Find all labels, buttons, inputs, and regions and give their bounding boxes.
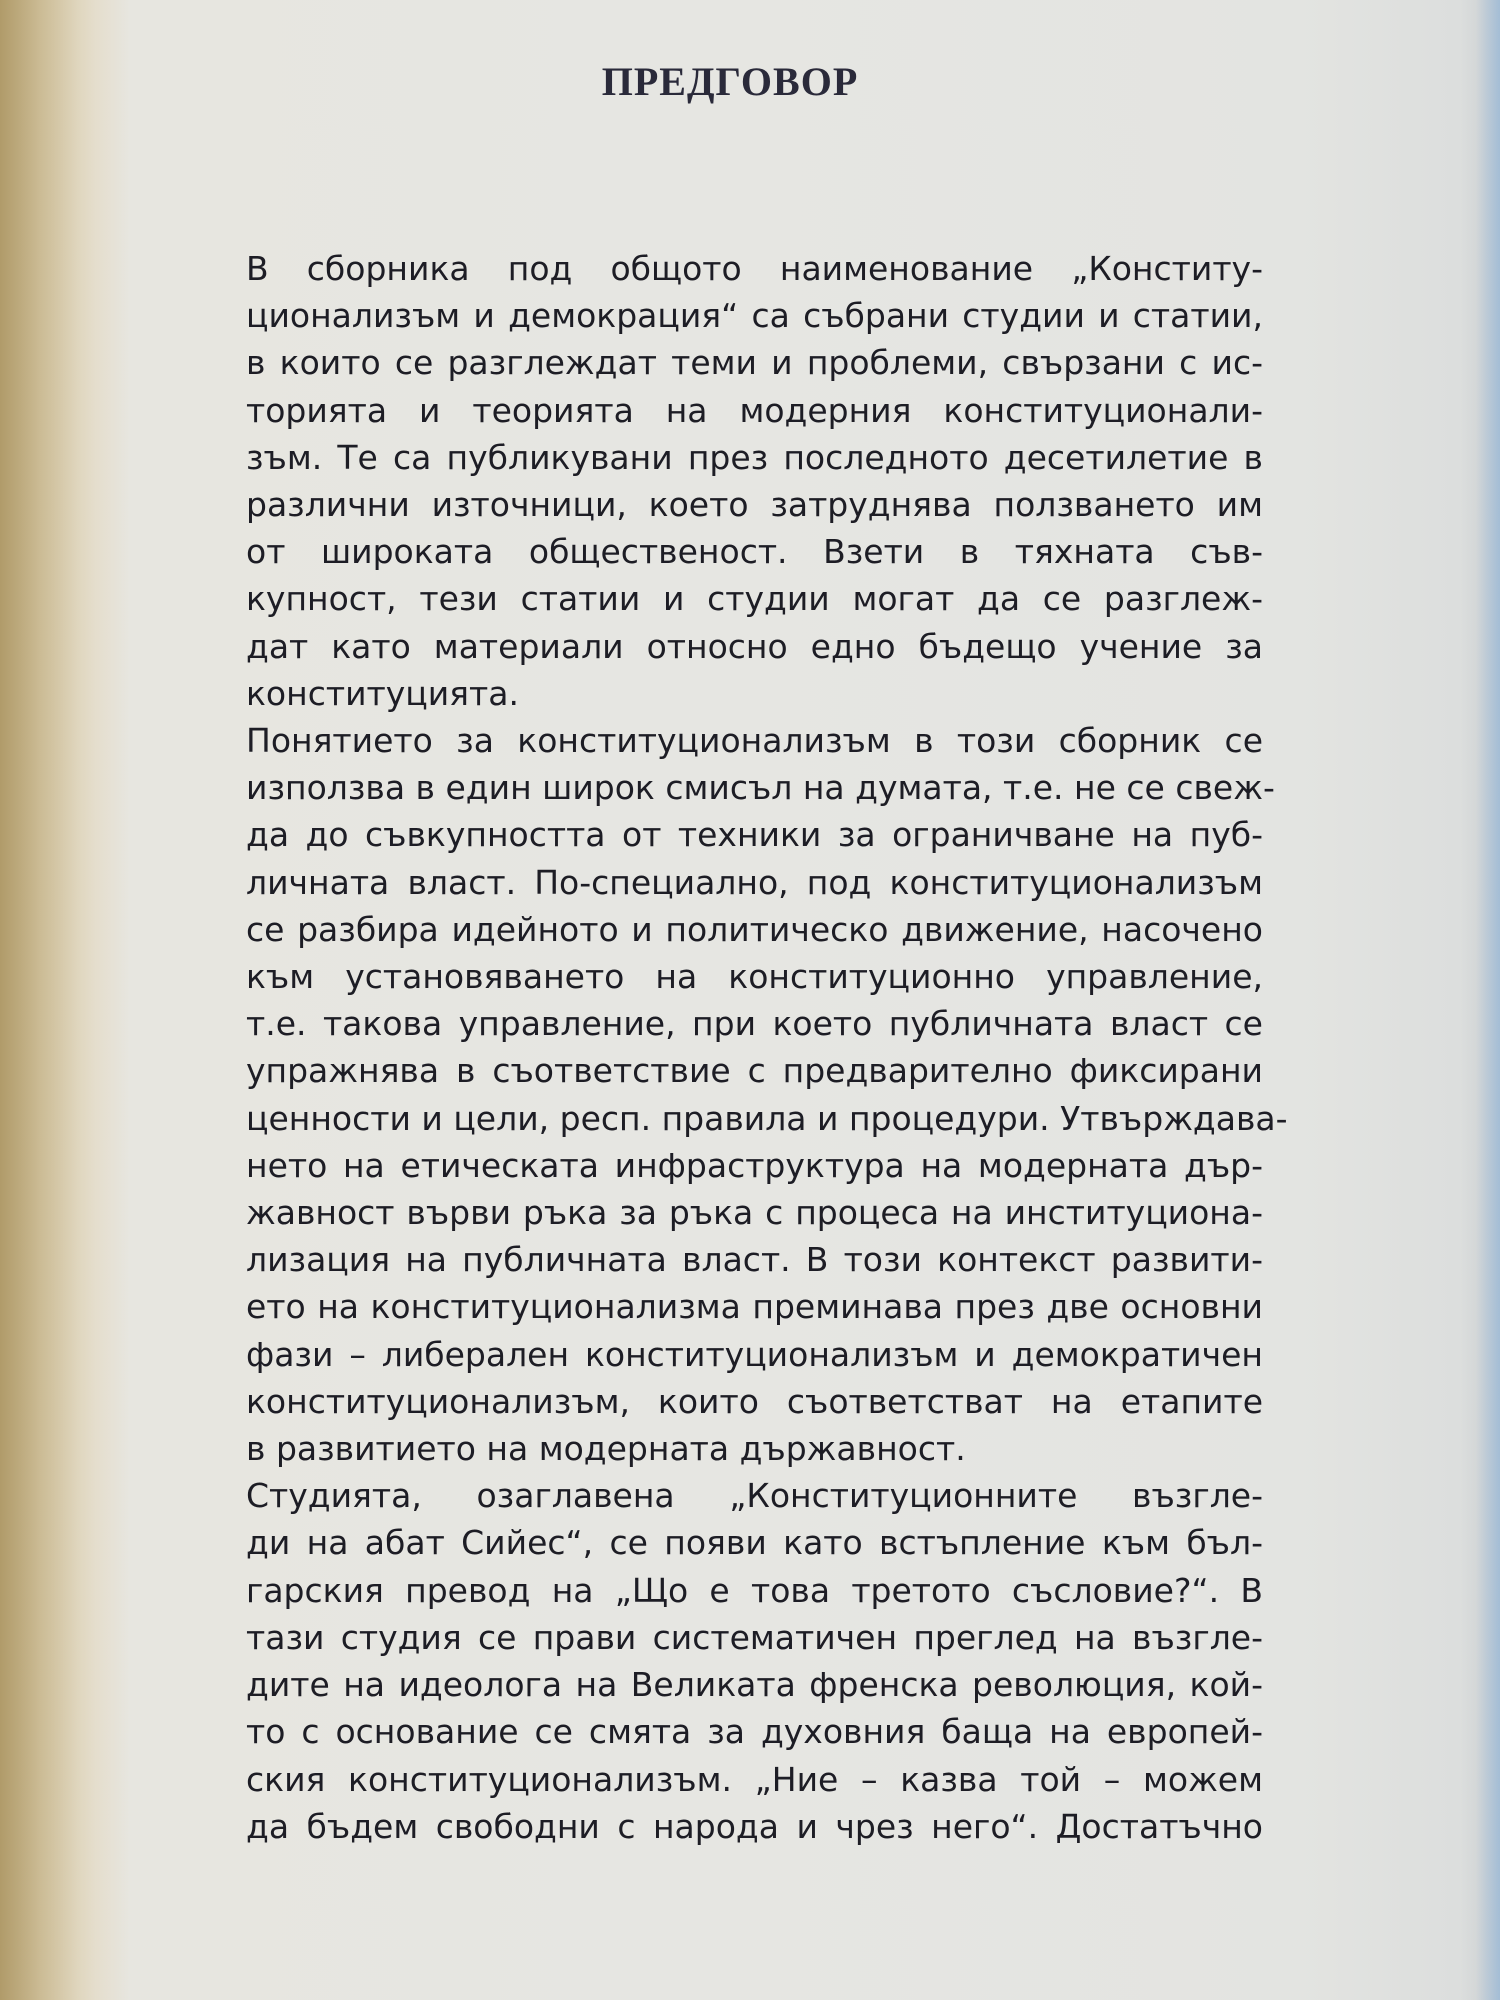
text-line: да до съвкупността от техники за ограничване на пуб- [246,815,1263,855]
text-line: нето на етическата инфраструктура на модерната дър- [246,1145,1263,1185]
text-line: ционализъм и демокрация“ са събрани студии и статии, [246,296,1263,336]
text-line: конституцията. [246,673,519,713]
text-line: ди на абат Сийес“, се появи като встъпление към бъл- [246,1523,1263,1563]
text-line: използва в един широк смисъл на думата, т.е. не се свеж- [246,768,1275,808]
text-line: да бъдем свободни с народа и чрез него“. Достатъчно [246,1806,1263,1846]
text-line: лизация на публичната власт. В този контекст развити- [246,1240,1263,1280]
text-line: ценности и цели, респ. правила и процедури. Утвърждава- [246,1098,1288,1138]
text-line: В сборника под общото наименование „Конститу- [246,249,1263,288]
text-line: фази – либерален конституционализъм и демократичен [246,1334,1263,1374]
text-line: към установяването на конституционно управление, [246,957,1263,997]
page-body [198,245,1288,1850]
paragraph-1 [198,245,1263,717]
paragraph-3 [198,1472,1263,1850]
text-line: Понятието за конституционализъм в този сборник се [246,721,1263,761]
page-title: ПРЕДГОВОР [601,59,859,104]
text-line: в развитието на модерната държавност. [246,1429,966,1469]
text-line: гарския превод на „Що е това третото съсловие?“. В [246,1570,1263,1610]
text-line: тази студия се прави систематичен преглед на възгле- [246,1617,1263,1657]
text-line: купност, тези статии и студии могат да се разглеж- [246,579,1263,619]
book-gutter-shadow [0,0,130,2000]
text-line: от широката общественост. Взети в тяхната съв- [246,532,1263,572]
text-line: се разбира идейното и политическо движение, насочено [246,909,1263,949]
text-line: зъм. Те са публикувани през последното десетилетие в [246,437,1263,477]
paragraph-2 [198,717,1288,1472]
text-line: торията и теорията на модерния конституционали- [246,390,1263,430]
text-line: ския конституционализъм. „Ние – казва той – можем [246,1759,1263,1799]
text-line: дите на идеолога на Великата френска революция, кой- [246,1665,1263,1705]
text-line: личната власт. По-специално, под конституционализъм [246,862,1263,902]
text-line: т.е. такова управление, при което публичната власт се [246,1004,1263,1044]
text-line: различни източници, което затруднява ползването им [246,485,1263,525]
text-line: дат като материали относно едно бъдещо учение за [246,626,1263,666]
page [190,0,1288,2000]
text-line: конституционализъм, които съответстват на етапите [246,1381,1263,1421]
text-line: жавност върви ръка за ръка с процеса на институциона- [246,1193,1263,1233]
text-line: Студията, озаглавена „Конституционните възгле- [246,1476,1263,1516]
text-line: упражнява в съответствие с предварително фиксирани [246,1051,1263,1091]
text-line: в които се разглеждат теми и проблеми, свързани с ис- [246,343,1263,383]
page-right-edge [1476,0,1500,2000]
text-line: ето на конституционализма преминава през две основни [246,1287,1263,1327]
text-line: то с основание се смята за духовния баща на европей- [246,1712,1263,1752]
